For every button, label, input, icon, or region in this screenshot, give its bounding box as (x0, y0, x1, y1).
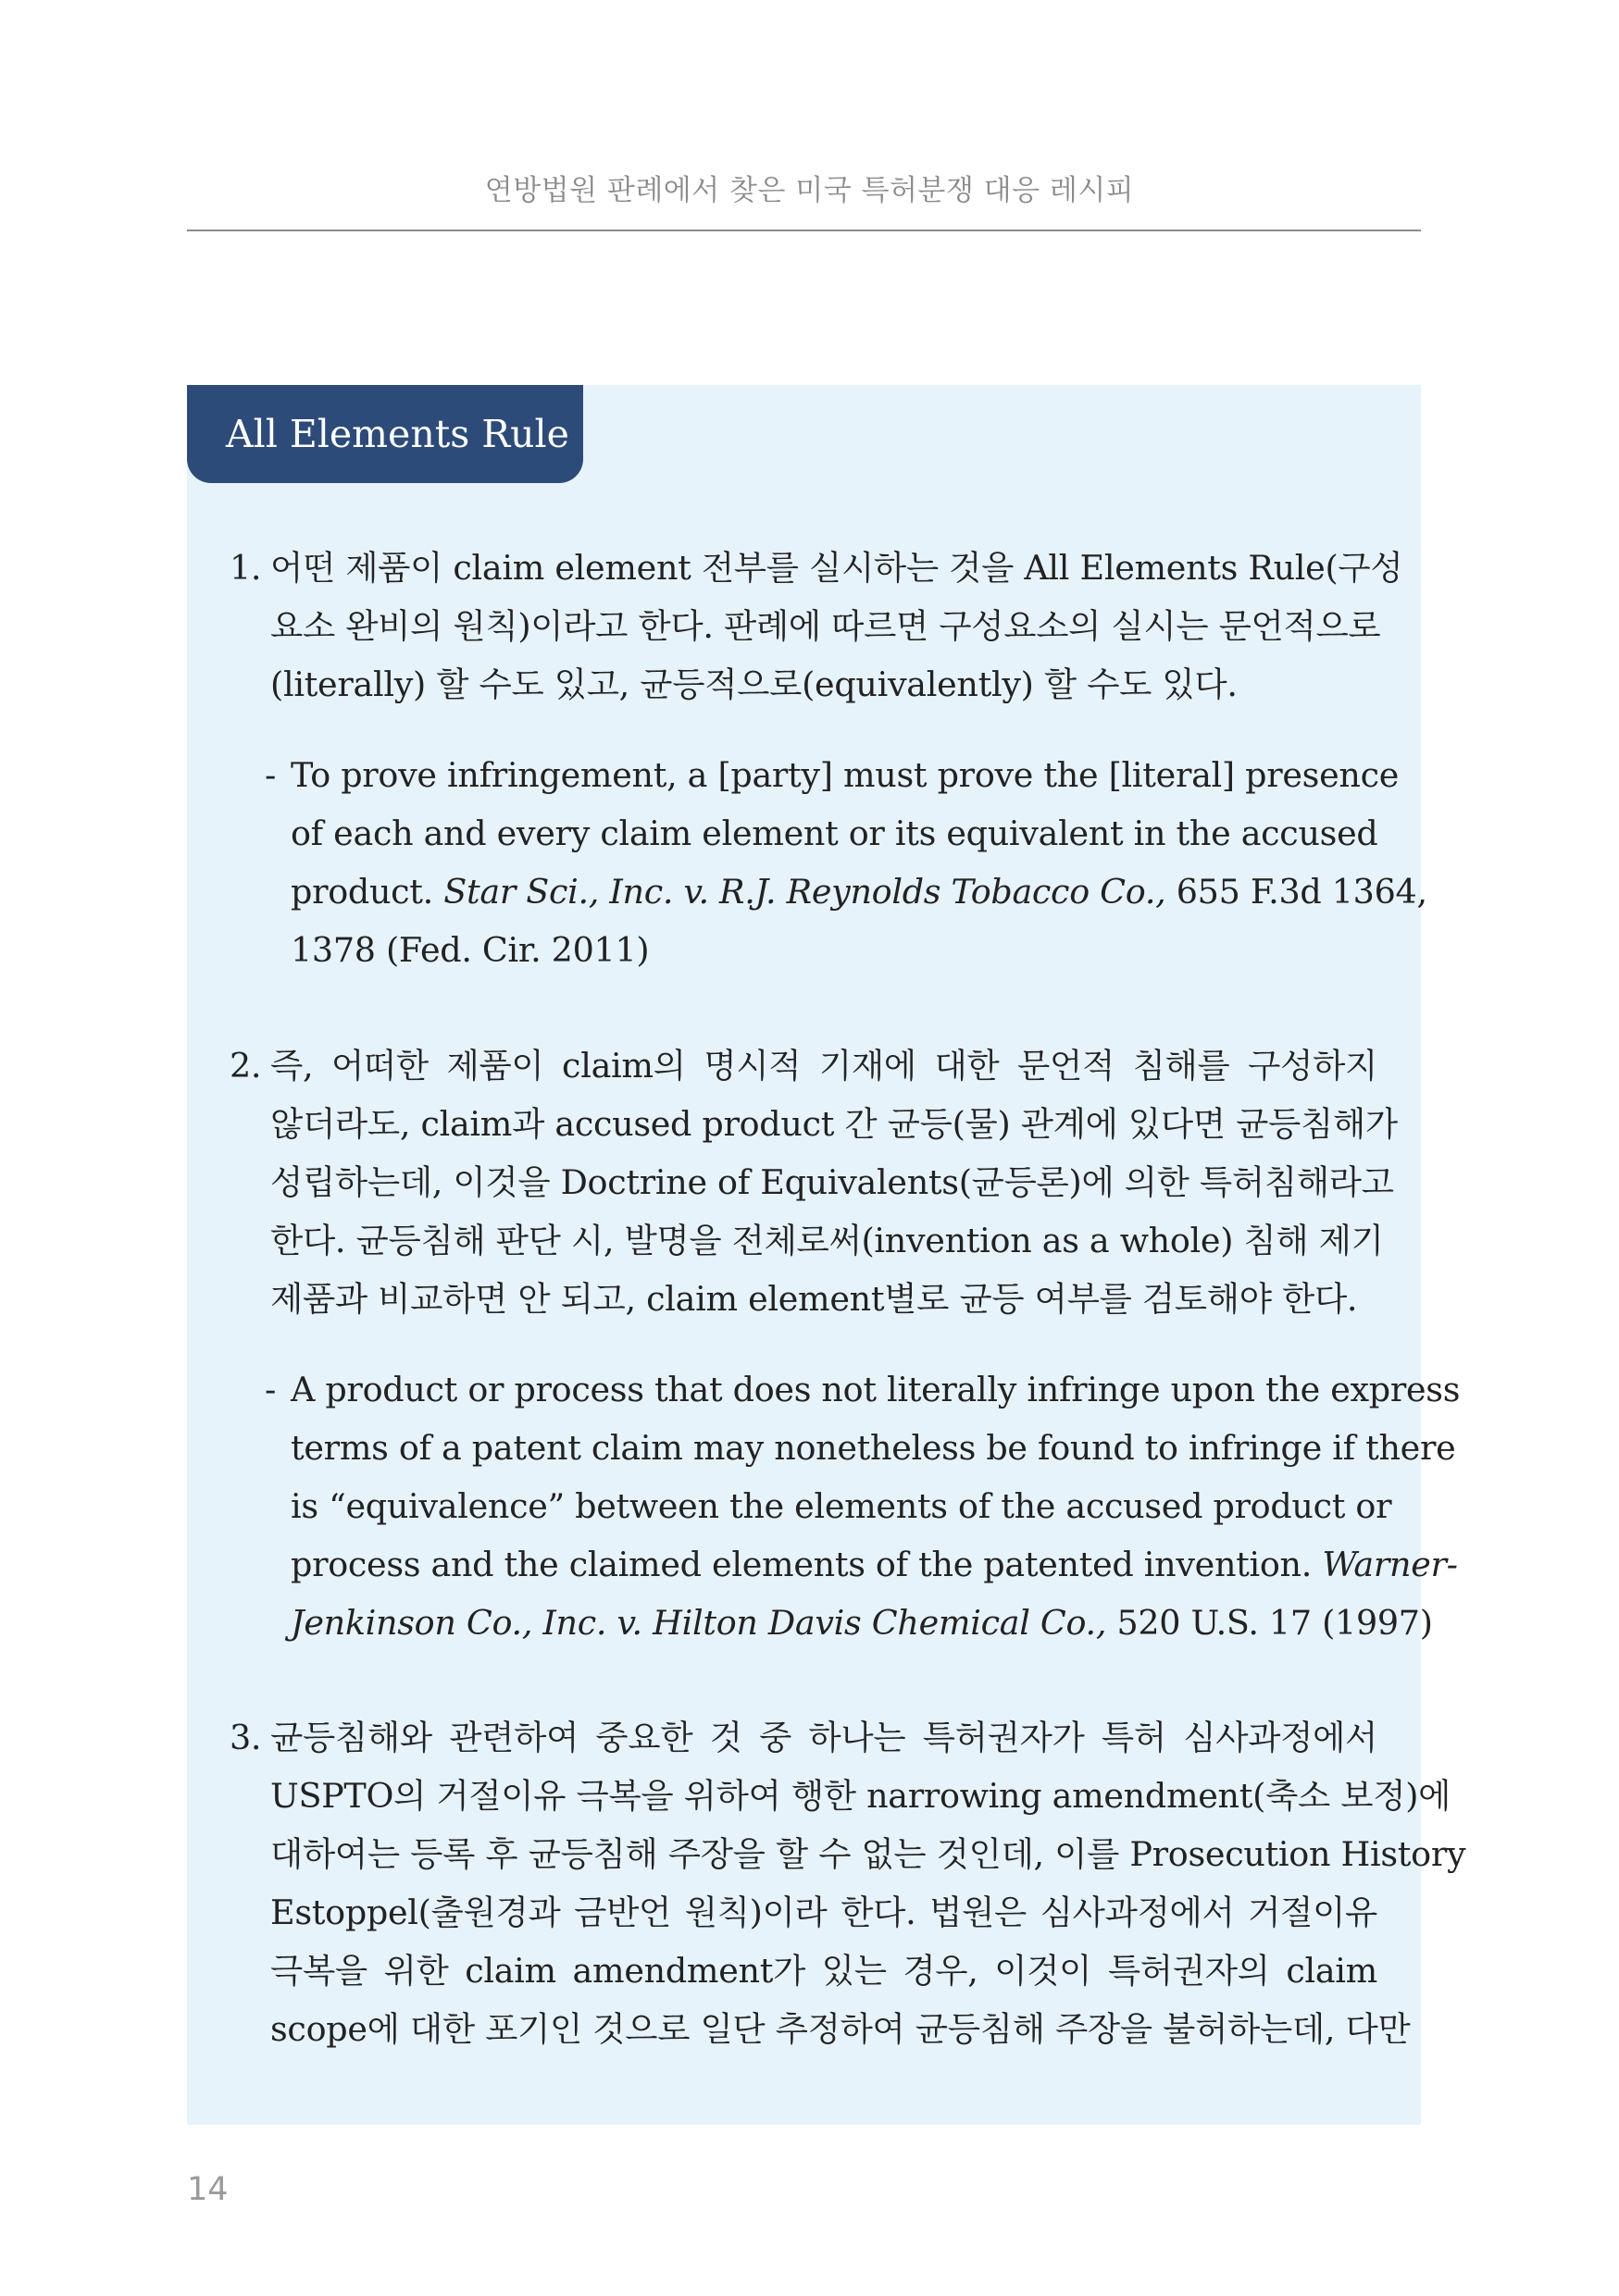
running-header: 연방법원 판례에서 찾은 미국 특허분쟁 대응 레시피 (484, 174, 1135, 207)
case-name: Warner- (1322, 1545, 1458, 1584)
quote-text (291, 746, 1427, 979)
text-line: 성립하는데, 이것을 Doctrine of Equivalents(균등론)에 의한 특허침해라고 (270, 1162, 1394, 1202)
quote-dash: - (265, 1370, 277, 1409)
quote-line: of each and every claim element or its equivalent in the accused (291, 813, 1378, 853)
text-line: 요소 완비의 원칙)이라고 한다. 판례에 따르면 구성요소의 실시는 문언적으로 (270, 606, 1381, 646)
text-line: 극복을 위한 claim amendment가 있는 경우, 이것이 특허권자의 claim (270, 1951, 1377, 1991)
quote-dash: - (265, 755, 277, 795)
quote-text-segment: process and the claimed elements of the patented invention. (291, 1545, 1323, 1584)
quote-line: terms of a patent claim may nonetheless be found to infringe if there (291, 1428, 1456, 1468)
quote-line: To prove infringement, a [party] must prove the [literal] presence (291, 755, 1400, 795)
list-item-text (270, 539, 1403, 714)
case-name: Star Sci., Inc. v. R.J. Reynolds Tobacco Co., (443, 872, 1166, 912)
box-title: All Elements Rule (226, 412, 569, 456)
citation-reference: 1378 (Fed. Cir. 2011) (291, 930, 650, 970)
text-line: scope에 대한 포기인 것으로 일단 추정하여 균등침해 주장을 불허하는데, 다만 (270, 2009, 1411, 2049)
case-name: Jenkinson Co., Inc. v. Hilton Davis Chemical Co., (291, 1603, 1107, 1643)
quote-text-segment: product. (291, 872, 444, 912)
list-item-number: 3. (230, 1718, 262, 1757)
text-line: 균등침해와 관련하여 중요한 것 중 하나는 특허권자가 특허 심사과정에서 (270, 1718, 1377, 1757)
text-line: 즉, 어떠한 제품이 claim의 명시적 기재에 대한 문언적 침해를 구성하지 (270, 1046, 1377, 1086)
list-item-number: 2. (230, 1046, 262, 1086)
text-line: USPTO의 거절이유 극복을 위하여 행한 narrowing amendment(축소 보정)에 (270, 1776, 1451, 1816)
header-divider (187, 230, 1421, 231)
citation-reference: 520 U.S. 17 (1997) (1106, 1603, 1433, 1643)
list-item-number: 1. (230, 548, 262, 588)
text-line: (literally) 할 수도 있고, 균등적으로(equivalently) 할 수도 있다. (270, 664, 1238, 704)
list-item-text (270, 1036, 1398, 1328)
text-line: 한다. 균등침해 판단 시, 발명을 전체로써(invention as a whole) 침해 제기 (270, 1221, 1384, 1260)
quote-line-citation (291, 863, 1427, 921)
text-line: Estoppel(출원경과 금반언 원칙)이라 한다. 법원은 심사과정에서 거절이유 (270, 1893, 1377, 1932)
citation-reference: 655 F.3d 1364, (1165, 872, 1427, 912)
text-line: 제품과 비교하면 안 되고, claim element별로 균등 여부를 검토해야 한다. (270, 1279, 1358, 1319)
text-line: 않더라도, claim과 accused product 간 균등(물) 관계에 있다면 균등침해가 (270, 1104, 1398, 1144)
quote-line-citation (291, 1594, 1433, 1652)
quote-line-citation (291, 1535, 1458, 1594)
quote-text (291, 1360, 1461, 1652)
quote-line: A product or process that does not literally infringe upon the express (291, 1370, 1461, 1409)
text-line: 대하여는 등록 후 균등침해 주장을 할 수 없는 것인데, 이를 Prosecution History (270, 1834, 1466, 1874)
list-item-text (270, 1708, 1466, 2058)
text-line: 어떤 제품이 claim element 전부를 실시하는 것을 All Elements Rule(구성 (270, 548, 1403, 588)
box-title-tab (187, 385, 583, 483)
page-number: 14 (187, 2171, 229, 2208)
quote-line: is “equivalence” between the elements of the accused product or (291, 1486, 1392, 1526)
